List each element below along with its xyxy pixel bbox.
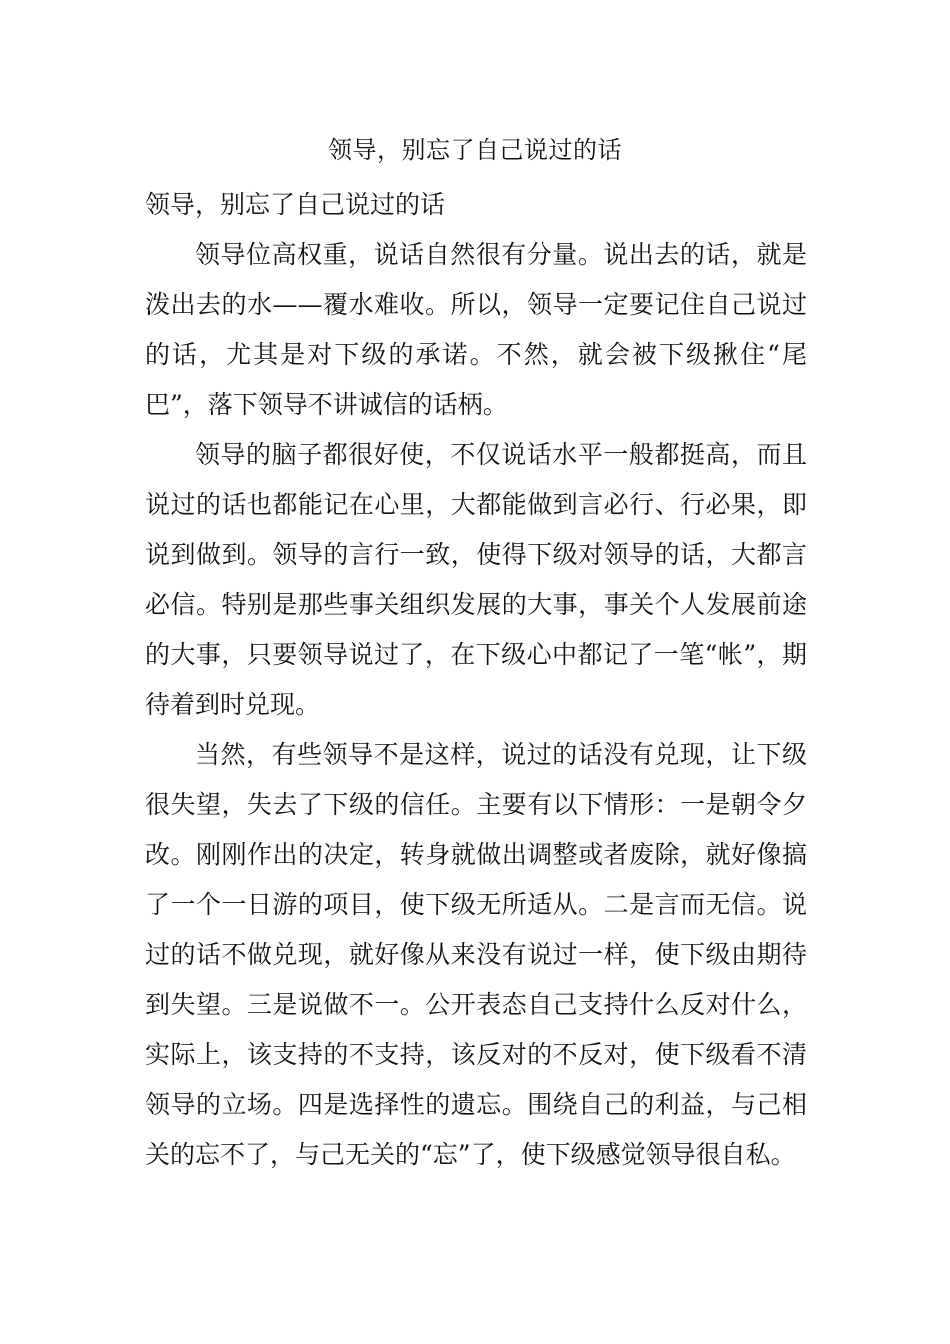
paragraph-2: 领导的脑子都很好使，不仅说话水平一般都挺高，而且说过的话也都能记在心里，大都能做到言必行、行必果，即说到做到。领导的言行一致，使得下级对领导的话，大都言必信。特别是那些事关组织发展的大事，事关个人发展前途的大事，只要领导说过了，在下级心中都记了一笔“帐”，期待着到时兑现。	[145, 440, 807, 719]
document-title: 领导，别忘了自己说过的话	[328, 136, 622, 164]
body-heading: 领导，别忘了自己说过的话	[145, 190, 446, 219]
paragraph-3: 当然，有些领导不是这样，说过的话没有兑现，让下级很失望，失去了下级的信任。主要有以下情形：一是朝令夕改。刚刚作出的决定，转身就做出调整或者废除，就好像搞了一个一日游的项目，使下级无所适从。二是言而无信。说过的话不做兑现，就好像从来没有说过一样，使下级由期待到失望。三是说做不一。公开表态自己支持什么反对什么，实际上，该支持的不支持，该反对的不反对，使下级看不清领导的立场。四是选择性的遗忘。围绕自己的利益，与己相关的忘不了，与己无关的“忘”了，使下级感觉领导很自私。	[145, 740, 807, 1169]
document-body	[145, 180, 807, 1180]
paragraph-1: 领导位高权重，说话自然很有分量。说出去的话，就是泼出去的水——覆水难收。所以，领导一定要记住自己说过的话，尤其是对下级的承诺。不然，就会被下级揪住“尾巴”，落下领导不讲诚信的话柄。	[145, 240, 807, 419]
